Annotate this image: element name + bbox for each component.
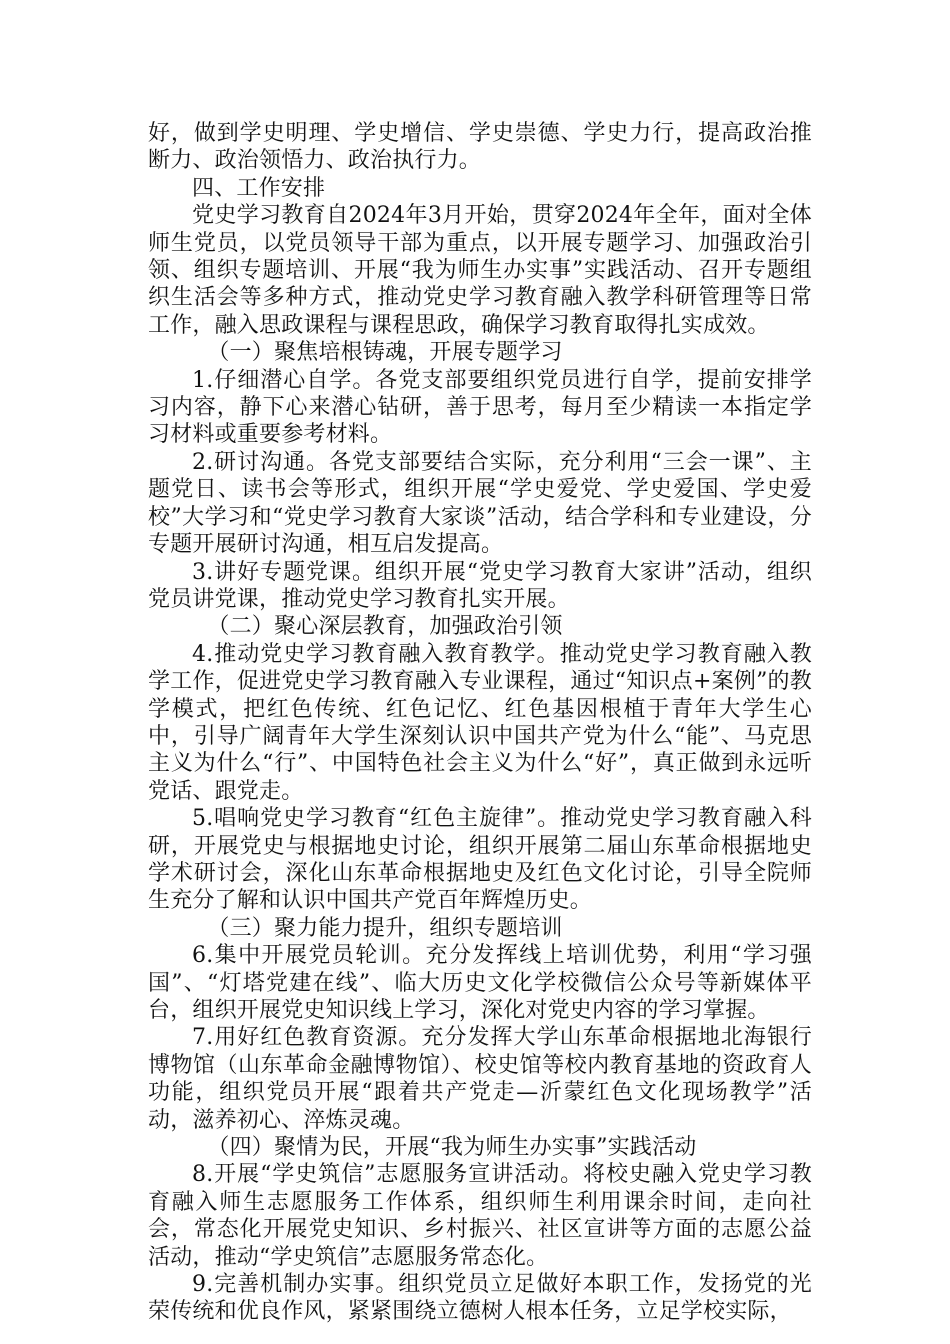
subheading-3: （三）聚力能力提升，组织专题培训 xyxy=(207,915,563,941)
subheading-4: （四）聚情为民，开展“我为师生办实事”实践活动 xyxy=(207,1135,697,1161)
item-2: 2.研讨沟通。各党支部要结合实际，充分利用“三会一课”、主题党日、读书会等形式，组织开展“学史爱党、学史爱国、学史爱校”大学习和“党史学习教育大家谈”活动，结合学科和专业建设，分专题开展研讨沟通，相互启发提高。 xyxy=(148,449,812,558)
item-5: 5.唱响党史学习教育“红色主旋律”。推动党史学习教育融入科研，开展党史与根据地史讨论，组织开展第二届山东革命根据地史学术研讨会，深化山东革命根据地史及红色文化讨论，引导全院师生充分了解和认识中国共产党百年辉煌历史。 xyxy=(148,806,812,914)
paragraph-continuation: 好，做到学史明理、学史增信、学史崇德、学史力行，提高政治推断力、政治领悟力、政治执行力。 xyxy=(148,121,812,174)
item-4: 4.推动党史学习教育融入教育教学。推动党史学习教育融入教学工作，促进党史学习教育融入专业课程，通过“知识点+案例”的教学模式，把红色传统、红色记忆、红色基因根植于青年大学生心中，引导广阔青年大学生深刻认识中国共产党为什么“能”、马克思主义为什么“行”、中国特色社会主义为什么“好”，真正做到永远听党话、跟党走。 xyxy=(148,641,812,804)
document-body xyxy=(148,120,812,1326)
item-9: 9.完善机制办实事。组织党员立足做好本职工作，发扬党的光荣传统和优良作风，紧紧围绕立德树人根本任务，立足学校实际， xyxy=(148,1272,812,1325)
item-1: 1.仔细潜心自学。各党支部要组织党员进行自学，提前安排学习内容，静下心来潜心钻研，善于思考，每月至少精读一本指定学习材料或重要参考材料。 xyxy=(148,367,812,448)
item-8: 8.开展“学史筑信”志愿服务宣讲活动。将校史融入党史学习教育融入师生志愿服务工作体系，组织师生利用课余时间，走向社会，常态化开展党史知识、乡村振兴、社区宣讲等方面的志愿公益活动，推动“学史筑信”志愿服务常态化。 xyxy=(148,1162,812,1270)
subheading-2: （二）聚心深层教育，加强政治引领 xyxy=(207,614,563,640)
subheading-1: （一）聚焦培根铸魂，开展专题学习 xyxy=(207,340,563,366)
item-6: 6.集中开展党员轮训。充分发挥线上培训优势，利用“学习强国”、“灯塔党建在线”、临大历史文化学校微信公众号等新媒体平台，组织开展党史知识线上学习，深化对党史内容的学习掌握。 xyxy=(148,943,812,1023)
item-7: 7.用好红色教育资源。充分发挥大学山东革命根据地北海银行博物馆（山东革命金融博物馆）、校史馆等校内教育基地的资政育人功能，组织党员开展“跟着共产党走—沂蒙红色文化现场教学”活动，滋养初心、淬炼灵魂。 xyxy=(148,1025,812,1133)
section-heading-work-arrangement: 四、工作安排 xyxy=(192,175,326,201)
paragraph-overview: 党史学习教育自2024年3月开始，贯穿2024年全年，面对全体师生党员，以党员领导干部为重点，以开展专题学习、加强政治引领、组织专题培训、开展“我为师生办实事”实践活动、召开专题组织生活会等多种方式，推动党史学习教育融入教学科研管理等日常工作，融入思政课程与课程思政，确保学习教育取得扎实成效。 xyxy=(148,203,812,338)
item-3: 3.讲好专题党课。组织开展“党史学习教育大家讲”活动，组织党员讲党课，推动党史学习教育扎实开展。 xyxy=(148,559,812,612)
